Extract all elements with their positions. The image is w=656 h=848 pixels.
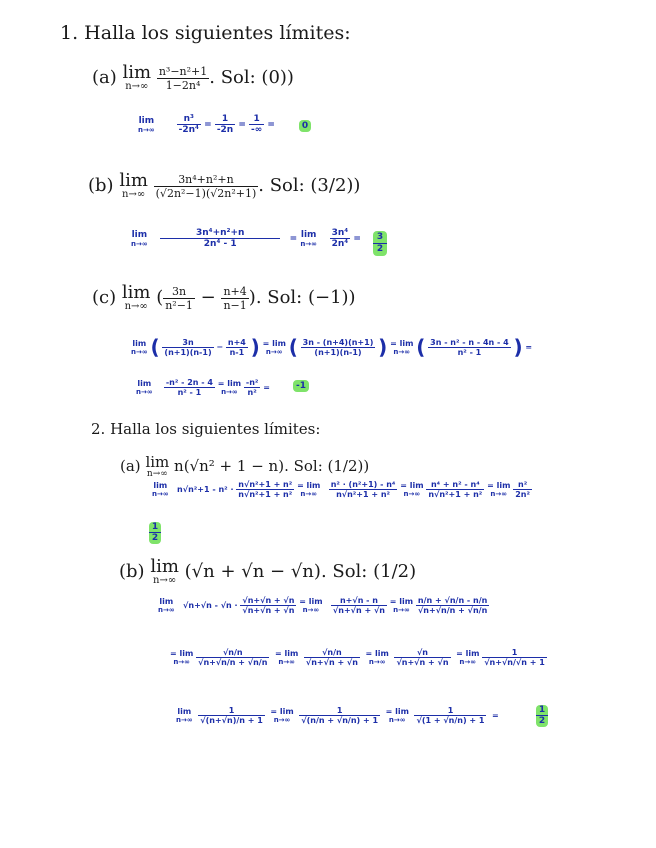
limit-expression: (√n + √n − √n) <box>184 561 321 582</box>
limit-operator: lim n→∞ <box>121 282 151 312</box>
solution-text: . Sol: (−1)) <box>255 287 356 308</box>
problem-2a <box>120 455 369 479</box>
handwritten-work-1c-row1: lim n→∞ ( $\frac{3n}{(n+1)(n-1)}$ − $\frac{n+4}{n-1}$ ) = lim n→∞ ( $\frac{3n - (n+4)(n+1)}{(n+1)(n-1)}$ ) = lim n→∞ ( $\frac{\text{3n - n² - n - 4n - 4}}{\text{n² - 1}}$ ) = <box>131 335 533 359</box>
problem-label: (b) <box>119 561 145 582</box>
solution-text: . Sol: (3/2)) <box>258 175 361 196</box>
problem-label: (b) <box>88 175 114 196</box>
solution-text: . Sol: (1/2) <box>320 561 417 582</box>
limit-expression: n(√n² + 1 − n) <box>174 457 285 475</box>
solution-text: . Sol: (0)) <box>209 67 294 88</box>
handwritten-work-2b-row1: lim n→∞ √n+√n - √n · $\frac{√n+√n + √n}{√n+√n + √n}$ = lim n→∞ $\frac{n+√n - n}{√n+√n + √n}$ = lim n→∞ $\frac{n/n + √n/n - n/n}{√n+√n/n + √n/n}$ <box>158 596 488 615</box>
solution-text: . Sol: (1/2)) <box>284 457 370 475</box>
handwritten-work-1b: lim n→∞ $\frac{\text{3n⁴+n²+n}}{\text{2n⁴ - 1}}$ = lim n→∞ $\frac{\text{3n⁴}}{\text{2n⁴}}$ = <box>131 228 361 249</box>
problem-1c: (c) lim n→∞ ( $\frac{3n}{\text{n²−1}}$ − $\frac{n+4}{n-1}$ ). Sol: (−1)) <box>92 282 356 312</box>
limit-operator: lim n→∞ <box>150 556 179 586</box>
highlighted-answer: 0 <box>299 120 311 132</box>
problem-2b <box>119 558 416 586</box>
problem-label: (a) <box>120 457 141 475</box>
handwritten-work-1c-row2: lim n→∞ $\frac{\text{-n² - 2n - 4}}{\text{n² - 1}}$ = lim n→∞ $\frac{\text{-n²}}{\text{n²}}$ = <box>136 378 270 397</box>
problem-1a <box>92 64 294 92</box>
problem-1b <box>88 172 360 200</box>
highlighted-answer: -1 <box>293 380 309 392</box>
highlighted-answer: 1 2 <box>536 705 548 727</box>
limit-operator: lim n→∞ <box>122 62 152 92</box>
problem-label: (a) <box>92 67 117 88</box>
problem-label: (c) <box>92 287 117 308</box>
handwritten-work-2b-row3: lim n→∞ $\frac{1}{√(n+√n)/n + 1}$ = lim n→∞ $\frac{1}{√(n/n + √n/n) + 1}$ = lim n→∞ $\frac{1}{√(1 + √n/n) + 1}$ = <box>176 706 499 725</box>
section-2-heading: 2. Halla los siguientes límites: <box>91 420 321 438</box>
highlighted-answer: 1 2 <box>149 522 161 544</box>
handwritten-work-2a: lim n→∞ n√n²+1 - n² · $\frac{\text{n√n²+1 + n²}}{\text{n√n²+1 + n²}}$ = lim n→∞ $\frac{\text{n² · (n²+1) - n⁴}}{\text{n√n²+1 + n²}}$ = lim n→∞ $\frac{\text{n⁴ + n² - n⁴}}{\text{n√n²+1 + n²}}$ = lim n→∞ $\frac{\text{n²}}{\text{2n²}}$ <box>152 480 530 499</box>
handwritten-work-2b-row2: = lim n→∞ $\frac{√n/n}{√n+√n/n + √n/n}$ = lim n→∞ $\frac{√n/n}{√n+√n + √n}$ = lim n→∞ $\frac{√n}{√n+√n + √n}$ = lim n→∞ $\frac{1}{√n+√n/√n + 1}$ <box>170 648 545 667</box>
limit-operator: lim n→∞ <box>119 170 148 200</box>
highlighted-answer: 3 2 <box>373 231 387 256</box>
handwritten-work-1a: lim n→∞ $\frac{\text{n³}}{\text{-2n⁴}}$ = $\frac{1}{-2n}$ = $\frac{1}{-\infty}$ = <box>138 114 275 135</box>
limit-operator: lim n→∞ <box>145 453 170 479</box>
printed-fraction: $\frac{\text{n³−n²+1}}{\text{1−2n⁴}}$ <box>158 64 208 92</box>
printed-fraction: $\frac{\text{3n⁴+n²+n}}{\text{(√2n²−1)(√2n²+1)}}$ <box>155 172 257 200</box>
section-1-heading: 1. Halla los siguientes límites: <box>60 22 351 44</box>
